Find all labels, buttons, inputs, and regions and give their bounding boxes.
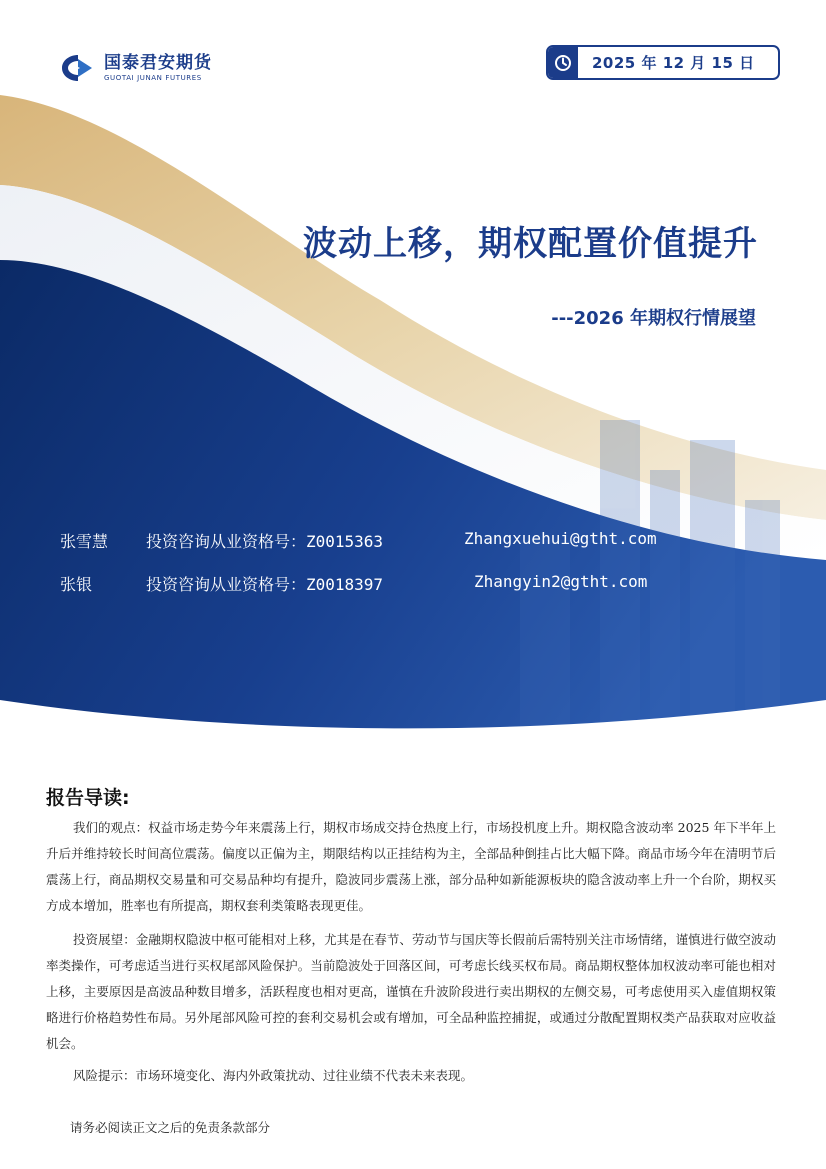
guide-paragraph-outlook: 投资展望：金融期权隐波中枢可能相对上移，尤其是在春节、劳动节与国庆等长假前后需特别关注市场情绪，谨慎进行做空波动率类操作，可考虑适当进行买权尾部风险保护。当前隐波处于回落区间，可考虑长线买权布局。商品期权整体加权波动率可能也相对上移，主要原因是高波品种数目增多，活跃程度也相对更高，谨慎在升波阶段进行卖出期权的左侧交易，可考虑使用买入虚值期权策略进行价格趋势性布局。另外尾部风险可控的套利交易机会或有增加，可全品种监控捕捉，或通过分散配置期权类产品获取对应收益机会。	[46, 932, 776, 1051]
guide-heading: 报告导读:	[46, 787, 130, 809]
brand-name-cn: 国泰君安期货	[104, 52, 212, 73]
author-qualification: 投资咨询从业资格号：Z0018397	[146, 575, 384, 594]
disclaimer-note: 请务必阅读正文之后的免责条款部分	[70, 1120, 271, 1135]
author-email[interactable]: Zhangxuehui@gtht.com	[464, 529, 657, 548]
report-date: 2025 年 12 月 15 日	[592, 54, 755, 72]
guide-paragraph-view: 我们的观点：权益市场走势今年来震荡上行，期权市场成交持仓热度上行，市场投机度上升。期权隐含波动率 2025 年下半年上升后并维持较长时间高位震荡。偏度以正偏为主，期限结构以正挂结构为主，全部品种倒挂占比大幅下降。商品市场今年在清明节后震荡上行，商品期权交易量和可交易品种均有提升，隐波同步震荡上涨，部分品种如新能源板块的隐含波动率上升一个台阶，期权买方成本增加，胜率也有所提高，期权套利类策略表现更佳。	[46, 820, 776, 913]
date-badge	[546, 45, 780, 80]
author-name: 张银	[60, 575, 93, 594]
brand-name-en: GUOTAI JUNAN FUTURES	[104, 73, 202, 82]
report-title: 波动上移，期权配置价值提升	[303, 224, 758, 264]
brand-logo-icon	[58, 53, 96, 83]
guide-paragraph-risk: 风险提示：市场环境变化、海内外政策扰动、过往业绩不代表未来表现。	[73, 1068, 474, 1083]
author-email[interactable]: Zhangyin2@gtht.com	[474, 572, 648, 591]
report-subtitle: ---2026 年期权行情展望	[551, 308, 756, 329]
brand-logo	[58, 53, 212, 83]
author-qualification: 投资咨询从业资格号：Z0015363	[146, 532, 384, 551]
clock-icon	[548, 47, 578, 78]
author-name: 张雪慧	[60, 532, 109, 551]
